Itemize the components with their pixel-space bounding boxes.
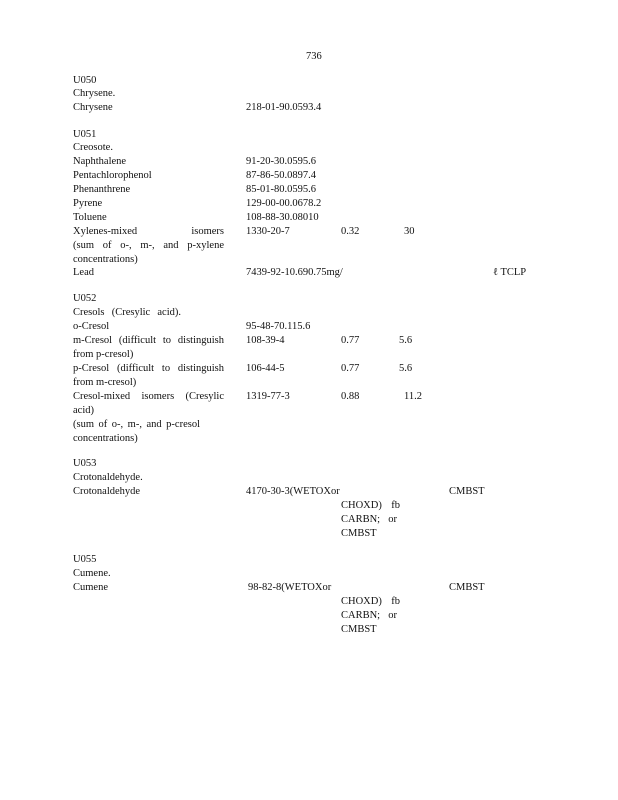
- wastewater-standard: 0.32: [341, 226, 360, 237]
- constituent-name-cont: from p-cresol): [73, 349, 134, 360]
- cas-number: 1319-77-3: [246, 391, 290, 402]
- cas-number: 85-01-80.0595.6: [246, 184, 316, 195]
- waste-title: Creosote.: [73, 142, 113, 153]
- cas-number: 98-82-8(WETOXor: [248, 582, 332, 593]
- technology-code: CHOXD) fb: [341, 596, 400, 607]
- cas-number: 95-48-70.115.6: [246, 321, 311, 332]
- waste-code: U053: [73, 458, 97, 469]
- constituent-name: m-Cresol (difficult to distinguish: [73, 335, 224, 346]
- cas-number: 87-86-50.0897.4: [246, 170, 316, 181]
- cas-number: 91-20-30.0595.6: [246, 156, 316, 167]
- cas-number: 1330-20-7: [246, 226, 290, 237]
- technology-code: CMBST: [341, 624, 377, 635]
- page-number: 736: [306, 51, 322, 62]
- constituent-name-cont: concentrations): [73, 254, 138, 265]
- technology-code: CMBST: [341, 528, 377, 539]
- constituent-name: Naphthalene: [73, 156, 127, 167]
- cas-number: 108-88-30.08010: [246, 212, 319, 223]
- wastewater-standard: 0.77: [341, 335, 360, 346]
- constituent-name: Cumene: [73, 582, 108, 593]
- constituent-name: Phenanthrene: [73, 184, 131, 195]
- wastewater-standard: 0.77: [341, 363, 360, 374]
- cas-number: 106-44-5: [246, 363, 285, 374]
- nonwastewater-standard: 5.6: [399, 335, 413, 346]
- constituent-name: Crotonaldehyde: [73, 486, 141, 497]
- cas-number: 129-00-00.0678.2: [246, 198, 322, 209]
- nonwastewater-standard: 11.2: [404, 391, 422, 402]
- waste-title: Crotonaldehyde.: [73, 472, 143, 483]
- waste-title: Cresols (Cresylic acid).: [73, 307, 181, 318]
- waste-code: U055: [73, 554, 97, 565]
- tclp-unit: ℓ TCLP: [493, 267, 527, 278]
- nonwastewater-standard: CMBST: [449, 486, 485, 497]
- constituent-name-cont: acid): [73, 405, 94, 416]
- technology-code: CARBN; or: [341, 514, 397, 525]
- constituent-name-cont: (sum of o-, m-, and p-xylene: [73, 240, 224, 251]
- waste-code: U050: [73, 75, 97, 86]
- cas-number: 4170-30-3(WETOXor: [246, 486, 340, 497]
- constituent-name: o-Cresol: [73, 321, 110, 332]
- constituent-name: Toluene: [73, 212, 107, 223]
- waste-title: Chrysene.: [73, 88, 116, 99]
- cas-number: 7439-92-10.690.75mg/: [246, 267, 343, 278]
- constituent-name-cont: concentrations): [73, 433, 138, 444]
- cas-number: 218-01-90.0593.4: [246, 102, 322, 113]
- wastewater-standard: 0.88: [341, 391, 360, 402]
- constituent-name: Xylenes-mixed isomers: [73, 226, 224, 237]
- constituent-name-cont: from m-cresol): [73, 377, 137, 388]
- waste-code: U051: [73, 129, 97, 140]
- nonwastewater-standard: 5.6: [399, 363, 413, 374]
- nonwastewater-standard: 30: [404, 226, 415, 237]
- constituent-name-cont: (sum of o-, m-, and p-cresol: [73, 419, 200, 430]
- constituent-name: Pentachlorophenol: [73, 170, 152, 181]
- nonwastewater-standard: CMBST: [449, 582, 485, 593]
- constituent-name: p-Cresol (difficult to distinguish: [73, 363, 224, 374]
- constituent-name: Lead: [73, 267, 94, 278]
- technology-code: CHOXD) fb: [341, 500, 400, 511]
- waste-title: Cumene.: [73, 568, 111, 579]
- technology-code: CARBN; or: [341, 610, 397, 621]
- constituent-name: Cresol-mixed isomers (Cresylic: [73, 391, 224, 402]
- constituent-name: Pyrene: [73, 198, 103, 209]
- constituent-name: Chrysene: [73, 102, 113, 113]
- cas-number: 108-39-4: [246, 335, 285, 346]
- waste-code: U052: [73, 293, 97, 304]
